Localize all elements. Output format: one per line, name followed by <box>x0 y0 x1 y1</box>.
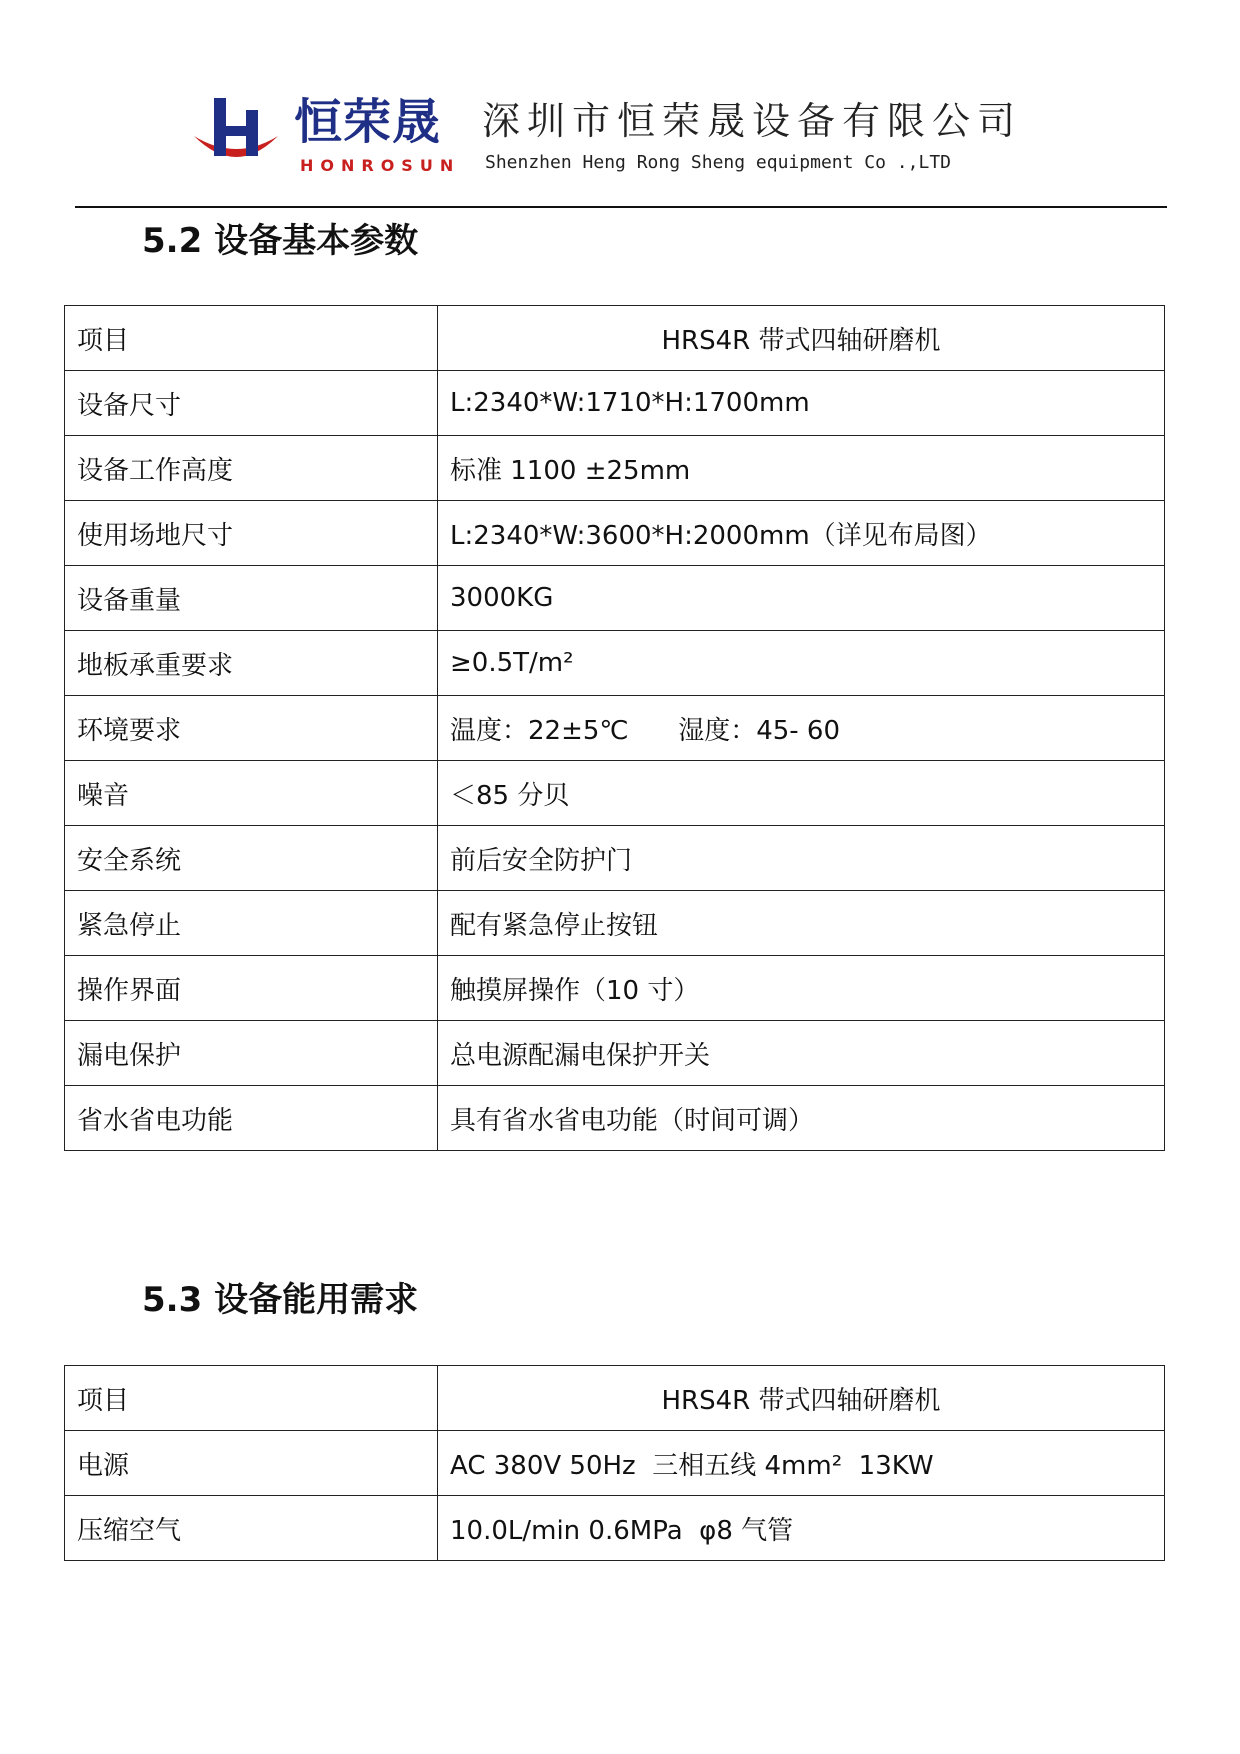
row-value: ≥0.5T/m² <box>438 631 1165 696</box>
table-row <box>65 956 1165 1021</box>
row-value: HRS4R 带式四轴研磨机 <box>438 1366 1165 1431</box>
row-label: 压缩空气 <box>65 1496 438 1561</box>
row-label: 漏电保护 <box>65 1021 438 1086</box>
row-value: AC 380V 50Hz 三相五线 4mm² 13KW <box>438 1431 1165 1496</box>
table-row <box>65 371 1165 436</box>
row-value: 前后安全防护门 <box>438 826 1165 891</box>
row-label: 设备尺寸 <box>65 371 438 436</box>
table-row <box>65 1366 1165 1431</box>
row-value: 具有省水省电功能（时间可调） <box>438 1086 1165 1151</box>
row-value: 总电源配漏电保护开关 <box>438 1021 1165 1086</box>
company-name-chinese: 深圳市恒荣晟设备有限公司 <box>482 99 1023 143</box>
row-label: 操作界面 <box>65 956 438 1021</box>
table-row <box>65 826 1165 891</box>
table-row <box>65 696 1165 761</box>
row-value: 10.0L/min 0.6MPa φ8 气管 <box>438 1496 1165 1561</box>
section-title-basic-parameters: 5.2 设备基本参数 <box>142 221 419 261</box>
row-label: 省水省电功能 <box>65 1086 438 1151</box>
row-label: 紧急停止 <box>65 891 438 956</box>
table-row <box>65 1496 1165 1561</box>
row-label: 噪音 <box>65 761 438 826</box>
row-value: 标准 1100 ±25mm <box>438 436 1165 501</box>
row-value: L:2340*W:3600*H:2000mm（详见布局图） <box>438 501 1165 566</box>
table-row <box>65 501 1165 566</box>
row-value: 3000KG <box>438 566 1165 631</box>
row-value: 温度：22±5℃ 湿度：45- 60 <box>438 696 1165 761</box>
row-label: 使用场地尺寸 <box>65 501 438 566</box>
row-label: 电源 <box>65 1431 438 1496</box>
row-value: 配有紧急停止按钮 <box>438 891 1165 956</box>
company-logo-icon <box>190 92 282 172</box>
logo-text: 恒荣晟 <box>294 94 442 150</box>
row-label: 项目 <box>65 306 438 371</box>
table-row <box>65 1086 1165 1151</box>
section-title-energy-requirements: 5.3 设备能用需求 <box>142 1280 419 1320</box>
table-row <box>65 631 1165 696</box>
logo-text-english: HONROSUN <box>300 156 461 175</box>
table-row <box>65 1431 1165 1496</box>
header-divider <box>75 206 1167 208</box>
table-row <box>65 1021 1165 1086</box>
page-header <box>190 92 1070 182</box>
basic-parameters-table <box>64 305 1165 1151</box>
row-label: 安全系统 <box>65 826 438 891</box>
row-label: 地板承重要求 <box>65 631 438 696</box>
energy-requirements-table <box>64 1365 1165 1561</box>
table-row <box>65 891 1165 956</box>
row-label: 项目 <box>65 1366 438 1431</box>
row-label: 设备工作高度 <box>65 436 438 501</box>
table-row <box>65 306 1165 371</box>
table-row <box>65 566 1165 631</box>
row-label: 设备重量 <box>65 566 438 631</box>
row-label: 环境要求 <box>65 696 438 761</box>
row-value: L:2340*W:1710*H:1700mm <box>438 371 1165 436</box>
company-name-english: Shenzhen Heng Rong Sheng equipment Co .,LTD <box>485 152 951 173</box>
table-row <box>65 436 1165 501</box>
row-value: ＜85 分贝 <box>438 761 1165 826</box>
row-value: 触摸屏操作（10 寸） <box>438 956 1165 1021</box>
table-row <box>65 761 1165 826</box>
row-value: HRS4R 带式四轴研磨机 <box>438 306 1165 371</box>
